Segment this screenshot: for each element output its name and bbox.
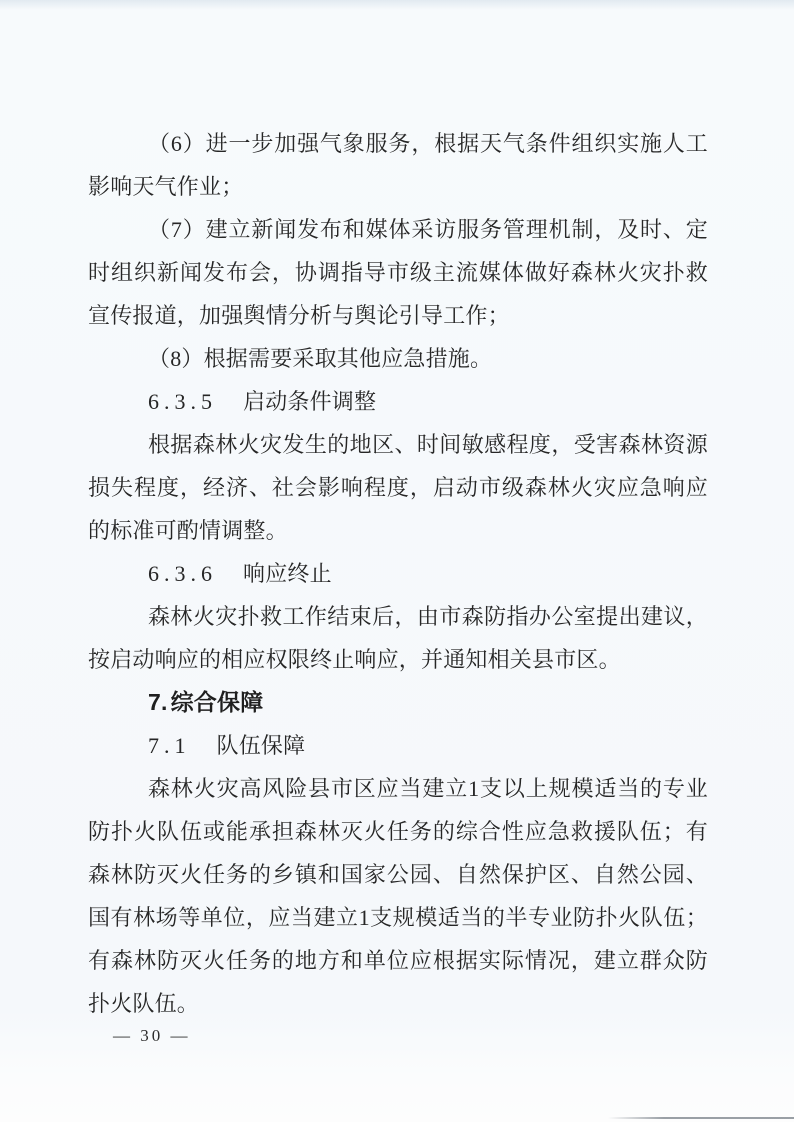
- paragraph-6-3-6-body: 森林火灾扑救工作结束后，由市森防指办公室提出建议，按启动响应的相应权限终止响应，并通知相关县市区。: [88, 604, 708, 672]
- section-number: 7.1: [148, 733, 191, 758]
- paragraph-7-1-body: 森林火灾高风险县市区应当建立1支以上规模适当的专业防扑火队伍或能承担森林灭火任务的综合性应急救援队伍；有森林防灭火任务的乡镇和国家公园、自然保护区、自然公园、国有林场等单位，应当建立1支规模适当的半专业防扑火队伍；有森林防灭火任务的地方和单位应根据实际情况，建立群众防扑火队伍。: [88, 776, 708, 1016]
- section-number: 6.3.5: [148, 389, 217, 414]
- paragraph-item-8: （8）根据需要采取其他应急措施。: [148, 346, 493, 371]
- chapter-heading-7: [88, 681, 708, 724]
- section-title: 队伍保障: [216, 733, 306, 758]
- document-content: [88, 122, 708, 1025]
- section-heading-7-1: [88, 724, 708, 767]
- chapter-title: 综合保障: [170, 689, 264, 715]
- paragraph-item-7: （7）建立新闻发布和媒体采访服务管理机制，及时、定时组织新闻发布会，协调指导市级主流媒体做好森林火灾扑救宣传报道，加强舆情分析与舆论引导工作；: [88, 217, 708, 328]
- scan-edge-artifact-bottom: [608, 1117, 794, 1119]
- paragraph-6-3-5-body: 根据森林火灾发生的地区、时间敏感程度，受害森林资源损失程度，经济、社会影响程度，启动市级森林火灾应急响应的标准可酌情调整。: [88, 432, 708, 543]
- section-title: 响应终止: [243, 561, 332, 586]
- section-heading-6-3-6: [88, 552, 708, 595]
- chapter-number: 7.: [148, 689, 168, 715]
- scan-edge-artifact-top: [0, 0, 794, 10]
- page-number: — 30 —: [113, 1026, 191, 1045]
- paragraph-item-6: （6）进一步加强气象服务，根据天气条件组织实施人工影响天气作业；: [88, 131, 708, 199]
- section-number: 6.3.6: [148, 561, 217, 586]
- section-title: 启动条件调整: [243, 389, 377, 414]
- section-heading-6-3-5: [88, 380, 708, 423]
